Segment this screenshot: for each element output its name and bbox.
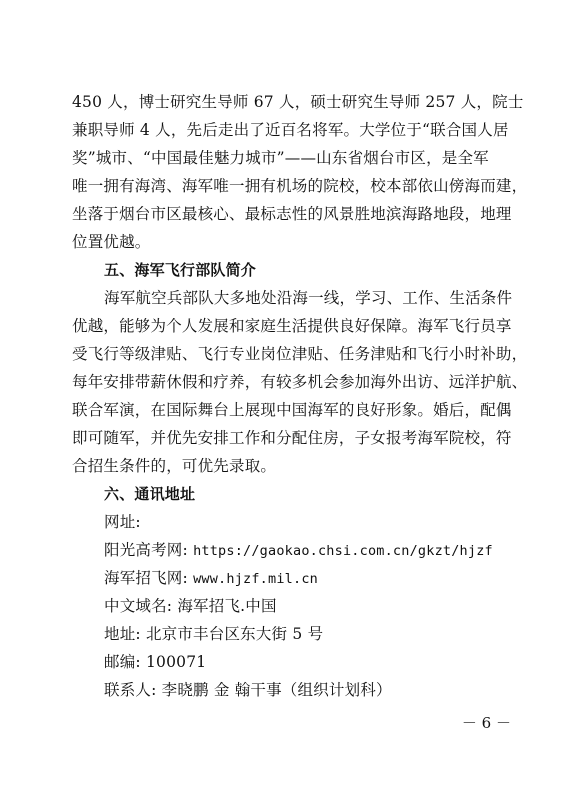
paragraph-line: 450 人，博士研究生导师 67 人，硕士研究生导师 257 人，院士	[72, 93, 524, 111]
navy-recruit-label: 海军招飞网:	[104, 569, 194, 587]
section-heading: 五、海军飞行部队简介	[104, 261, 257, 279]
sunshine-gaokao-label: 阳光高考网:	[104, 541, 194, 559]
section-heading: 六、通讯地址	[104, 485, 196, 503]
navy-recruit-url[interactable]: www.hjzf.mil.cn	[193, 571, 318, 587]
chinese-domain-line: 中文域名: 海军招飞.中国	[104, 597, 277, 615]
paragraph-line: 优越，能够为个人发展和家庭生活提供良好保障。海军飞行员享	[72, 317, 512, 335]
sunshine-gaokao-line	[104, 540, 493, 561]
paragraph-line: 奖”城市、“中国最佳魅力城市”——山东省烟台市区，是全军	[72, 149, 489, 167]
sunshine-gaokao-url[interactable]: https://gaokao.chsi.com.cn/gkzt/hjzf	[193, 543, 493, 559]
paragraph-line: 海军航空兵部队大多地处沿海一线，学习、工作、生活条件	[104, 289, 513, 307]
paragraph-line: 位置优越。	[72, 233, 151, 251]
paragraph-line: 联合军演，在国际舞台上展现中国海军的良好形象。婚后，配偶	[72, 401, 512, 419]
postcode-line: 邮编: 100071	[104, 653, 207, 671]
contact-line: 联系人: 李晓鹏 金 翰干事（组织计划科）	[104, 681, 392, 699]
paragraph-line: 合招生条件的，可优先录取。	[72, 457, 277, 475]
address-line: 地址: 北京市丰台区东大街 5 号	[104, 625, 324, 643]
paragraph-line: 即可随军，并优先安排工作和分配住房，子女报考海军院校，符	[72, 429, 512, 447]
paragraph-line: 受飞行等级津贴、飞行专业岗位津贴、任务津贴和飞行小时补助，	[72, 345, 528, 363]
navy-recruit-line	[104, 568, 318, 589]
paragraph-line: 每年安排带薪休假和疗养，有较多机会参加海外出访、远洋护航、	[72, 373, 528, 391]
paragraph-line: 坐落于烟台市区最核心、最标志性的风景胜地滨海路地段，地理	[72, 205, 512, 223]
website-label: 网址:	[104, 513, 141, 531]
paragraph-line: 兼职导师 4 人，先后走出了近百名将军。大学位于“联合国人居	[72, 121, 509, 139]
paragraph-line: 唯一拥有海湾、海军唯一拥有机场的院校，校本部依山傍海而建，	[72, 177, 528, 195]
page-number: － 6 －	[461, 714, 511, 732]
